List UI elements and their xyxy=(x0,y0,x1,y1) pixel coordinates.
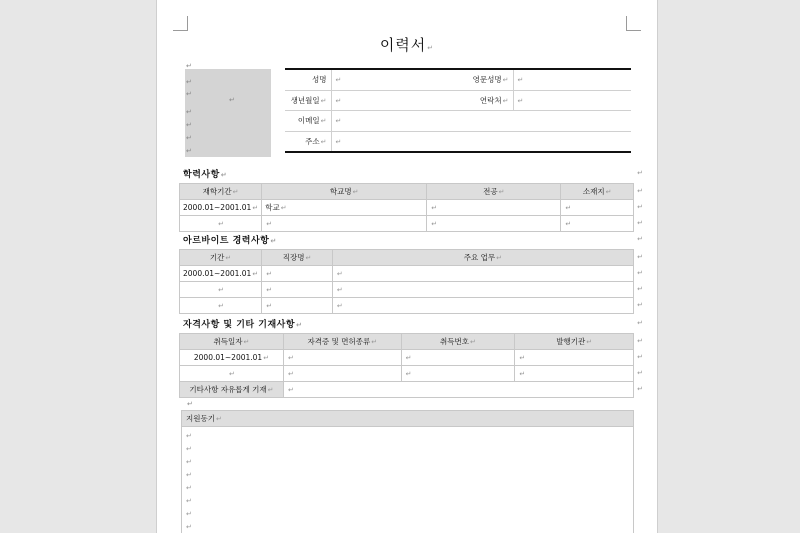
address-label: 주소↵ xyxy=(285,131,331,152)
paragraph-mark: ↵ xyxy=(187,400,193,408)
contact-label: 연락처↵ xyxy=(459,90,513,111)
motive-line: ↵ xyxy=(186,432,192,440)
license-free-label: 기타사항 자유롭게 기재↵ xyxy=(180,382,284,398)
motive-line: ↵ xyxy=(186,510,192,518)
education-header-major: 전공↵ xyxy=(427,184,561,200)
english-name-label: 영문성명↵ xyxy=(459,69,513,90)
paragraph-mark: ↵ xyxy=(637,169,643,177)
english-name-field[interactable]: ↵ xyxy=(513,69,631,90)
parttime-cell[interactable]: ↵ xyxy=(180,282,262,298)
license-cell[interactable]: ↵ xyxy=(401,366,515,382)
paragraph-mark: ↵ xyxy=(637,353,643,361)
motive-line: ↵ xyxy=(186,458,192,466)
license-cell[interactable]: 2000.01~2001.01↵ xyxy=(180,350,284,366)
motive-line: ↵ xyxy=(186,484,192,492)
parttime-table xyxy=(179,249,634,314)
paragraph-mark: ↵ xyxy=(229,96,235,104)
parttime-cell[interactable]: ↵ xyxy=(262,266,333,282)
education-cell[interactable]: 2000.01~2001.01↵ xyxy=(180,200,262,216)
parttime-header-period: 기간↵ xyxy=(180,250,262,266)
license-header-number: 취득번호↵ xyxy=(401,334,515,350)
parttime-cell[interactable]: ↵ xyxy=(262,298,333,314)
paragraph-mark: ↵ xyxy=(637,369,643,377)
license-table xyxy=(179,333,634,398)
personal-info-table xyxy=(285,68,631,153)
parttime-cell[interactable]: ↵ xyxy=(262,282,333,298)
paragraph-mark: ↵ xyxy=(186,121,192,129)
license-free-field[interactable]: ↵ xyxy=(283,382,633,398)
photo-placeholder[interactable] xyxy=(185,69,271,157)
license-cell[interactable]: ↵ xyxy=(283,350,401,366)
education-cell[interactable]: ↵ xyxy=(262,216,427,232)
paragraph-mark: ↵ xyxy=(637,203,643,211)
parttime-header-duties: 주요 업무↵ xyxy=(332,250,633,266)
paragraph-mark: ↵ xyxy=(186,62,192,70)
education-cell[interactable]: ↵ xyxy=(561,200,634,216)
parttime-cell[interactable]: ↵ xyxy=(332,282,633,298)
address-field[interactable]: ↵ xyxy=(335,137,342,146)
parttime-cell[interactable]: ↵ xyxy=(332,298,633,314)
license-cell[interactable]: ↵ xyxy=(401,350,515,366)
paragraph-mark: ↵ xyxy=(186,147,192,155)
license-cell[interactable]: ↵ xyxy=(180,366,284,382)
license-cell[interactable]: ↵ xyxy=(515,366,634,382)
paragraph-mark: ↵ xyxy=(186,134,192,142)
education-cell[interactable]: ↵ xyxy=(427,216,561,232)
motive-line: ↵ xyxy=(186,445,192,453)
parttime-cell[interactable]: 2000.01~2001.01↵ xyxy=(180,266,262,282)
license-header-type: 자격증 및 면허종류↵ xyxy=(283,334,401,350)
paragraph-mark: ↵ xyxy=(637,301,643,309)
margin-corner-top-left xyxy=(173,16,188,31)
parttime-cell[interactable]: ↵ xyxy=(180,298,262,314)
education-header-period: 재학기간↵ xyxy=(180,184,262,200)
education-header-school: 학교명↵ xyxy=(262,184,427,200)
margin-corner-top-right xyxy=(626,16,641,31)
paragraph-mark: ↵ xyxy=(637,285,643,293)
paragraph-mark: ↵ xyxy=(637,235,643,243)
paragraph-mark: ↵ xyxy=(637,219,643,227)
paragraph-mark: ↵ xyxy=(637,269,643,277)
license-header-date: 취득일자↵ xyxy=(180,334,284,350)
paragraph-mark: ↵ xyxy=(637,319,643,327)
email-field[interactable]: ↵ xyxy=(331,111,631,132)
parttime-section-title: 아르바이트 경력사항↵ xyxy=(183,236,277,246)
motive-line: ↵ xyxy=(186,471,192,479)
license-section-title: 자격사항 및 기타 기재사항↵ xyxy=(183,320,303,330)
paragraph-mark: ↵ xyxy=(637,187,643,195)
paragraph-mark: ↵ xyxy=(637,385,643,393)
paragraph-mark: ↵ xyxy=(637,337,643,345)
education-header-location: 소재지↵ xyxy=(561,184,634,200)
paragraph-mark: ↵ xyxy=(186,78,192,86)
education-section-title: 학력사항↵ xyxy=(183,170,228,180)
document-title[interactable]: 이력서↵ xyxy=(379,36,435,54)
paragraph-mark: ↵ xyxy=(186,108,192,116)
email-label: 이메일↵ xyxy=(285,111,331,132)
motive-box[interactable] xyxy=(181,410,634,533)
paragraph-mark: ↵ xyxy=(186,90,192,98)
education-table xyxy=(179,183,634,232)
education-cell[interactable]: ↵ xyxy=(180,216,262,232)
license-cell[interactable]: ↵ xyxy=(283,366,401,382)
parttime-cell[interactable]: ↵ xyxy=(332,266,633,282)
education-cell[interactable]: ↵ xyxy=(561,216,634,232)
name-label: 성명 xyxy=(285,69,331,90)
parttime-header-workplace: 직장명↵ xyxy=(262,250,333,266)
license-header-issuer: 발행기관↵ xyxy=(515,334,634,350)
motive-line: ↵ xyxy=(186,497,192,505)
paragraph-mark: ↵ xyxy=(637,253,643,261)
birth-field[interactable]: ↵ xyxy=(331,90,459,111)
education-cell[interactable]: 학교↵ xyxy=(262,200,427,216)
motive-line: ↵ xyxy=(186,523,192,531)
motive-title: 지원동기↵ xyxy=(182,411,633,427)
contact-field[interactable]: ↵ xyxy=(513,90,631,111)
license-cell[interactable]: ↵ xyxy=(515,350,634,366)
birth-label: 생년월일↵ xyxy=(285,90,331,111)
education-cell[interactable]: ↵ xyxy=(427,200,561,216)
document-page xyxy=(156,0,658,533)
name-field[interactable]: ↵ xyxy=(331,69,459,90)
